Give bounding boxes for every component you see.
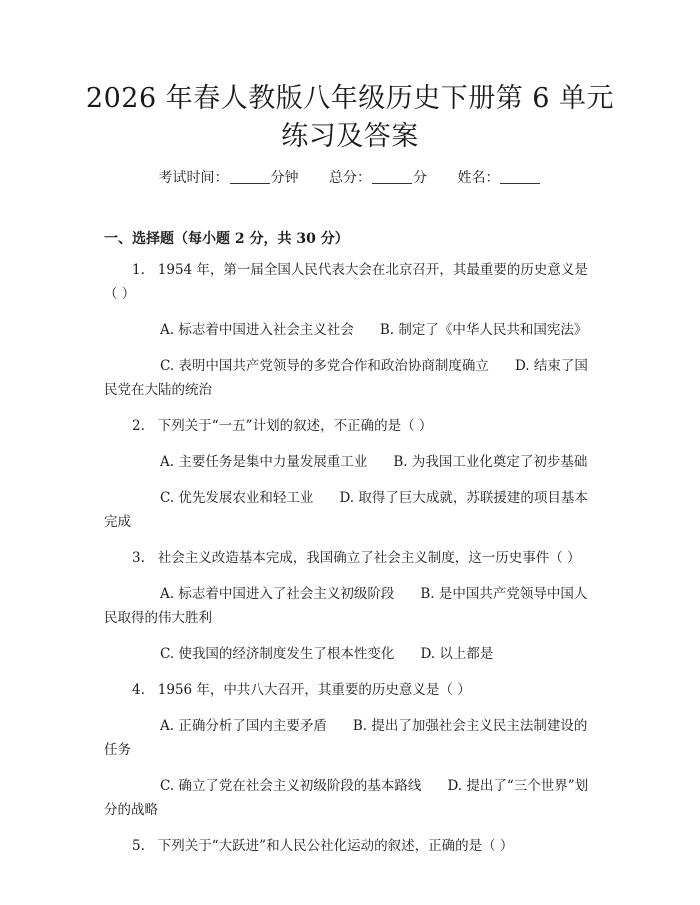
option-b: B. 为我国工业化奠定了初步基础 (393, 454, 588, 470)
question-1 (104, 258, 600, 306)
option-row (104, 450, 600, 474)
name-label: 姓名： (457, 170, 500, 186)
option-row (104, 642, 600, 666)
option-d: D. 提出了“三个世界”划分的战略 (104, 778, 589, 818)
exam-score (329, 168, 427, 188)
option-b: B. 是中国共产党领导中国人民取得的伟大胜利 (104, 586, 588, 626)
exam-time (159, 168, 299, 188)
question-2 (104, 414, 600, 438)
question-3 (104, 546, 600, 570)
option-row (104, 354, 600, 402)
option-a: A. 主要任务是集中力量发展重工业 (160, 454, 368, 470)
question-stem: 下列关于“大跃进”和人民公社化运动的叙述，正确的是（ ） (157, 838, 514, 854)
option-row (104, 774, 600, 822)
question-stem: 1954 年，第一届全国人民代表大会在北京召开，其最重要的历史意义是（ ） (104, 262, 588, 302)
question-number: 4. (132, 682, 145, 698)
time-unit: 分钟 (270, 170, 299, 186)
option-row (104, 486, 600, 534)
section-title: 一、选择题（每小题 2 分，共 30 分） (104, 231, 349, 247)
question-number: 3. (132, 550, 145, 566)
question-number: 1. (132, 262, 145, 278)
question-number: 5. (132, 838, 145, 854)
question-number: 2. (132, 418, 145, 434)
option-row (104, 318, 600, 342)
option-c: C. 确立了党在社会主义初级阶段的基本路线 (160, 778, 422, 794)
option-c: C. 使我国的经济制度发生了根本性变化 (160, 646, 395, 662)
question-stem: 社会主义改造基本完成，我国确立了社会主义制度，这一历史事件（ ） (157, 550, 581, 566)
option-b: B. 制定了《中华人民共和国宪法》 (379, 322, 588, 338)
option-a: A. 正确分析了国内主要矛盾 (160, 718, 327, 734)
option-d: D. 以上都是 (420, 646, 494, 662)
name-blank (500, 169, 540, 184)
option-a: A. 标志着中国进入社会主义社会 (160, 322, 354, 338)
option-b: B. 提出了加强社会主义民主法制建设的任务 (104, 718, 588, 758)
option-a: A. 标志着中国进入了社会主义初级阶段 (160, 586, 395, 602)
score-unit: 分 (413, 170, 427, 186)
score-label: 总分： (329, 170, 371, 186)
time-label: 考试时间： (158, 170, 229, 186)
option-c: C. 表明中国共产党领导的多党合作和政治协商制度确立 (160, 358, 489, 374)
exam-name (457, 168, 541, 188)
option-d: D. 取得了巨大成就，苏联援建的项目基本完成 (104, 490, 588, 530)
question-4 (104, 678, 600, 702)
option-row (104, 714, 600, 762)
exam-meta (0, 168, 700, 188)
question-stem: 1956 年，中共八大召开，其重要的历史意义是（ ） (157, 682, 471, 698)
time-blank (230, 169, 270, 184)
question-stem: 下列关于“一五”计划的叙述，不正确的是（ ） (157, 418, 433, 434)
option-row (104, 582, 600, 630)
option-c: C. 优先发展农业和轻工业 (160, 490, 314, 506)
question-list (104, 258, 600, 870)
score-blank (372, 169, 412, 184)
page-title: 2026 年春人教版八年级历史下册第 6 单元练习及答案 (85, 83, 615, 152)
question-5 (104, 834, 600, 858)
option-d: D. 结束了国民党在大陆的统治 (104, 358, 588, 398)
